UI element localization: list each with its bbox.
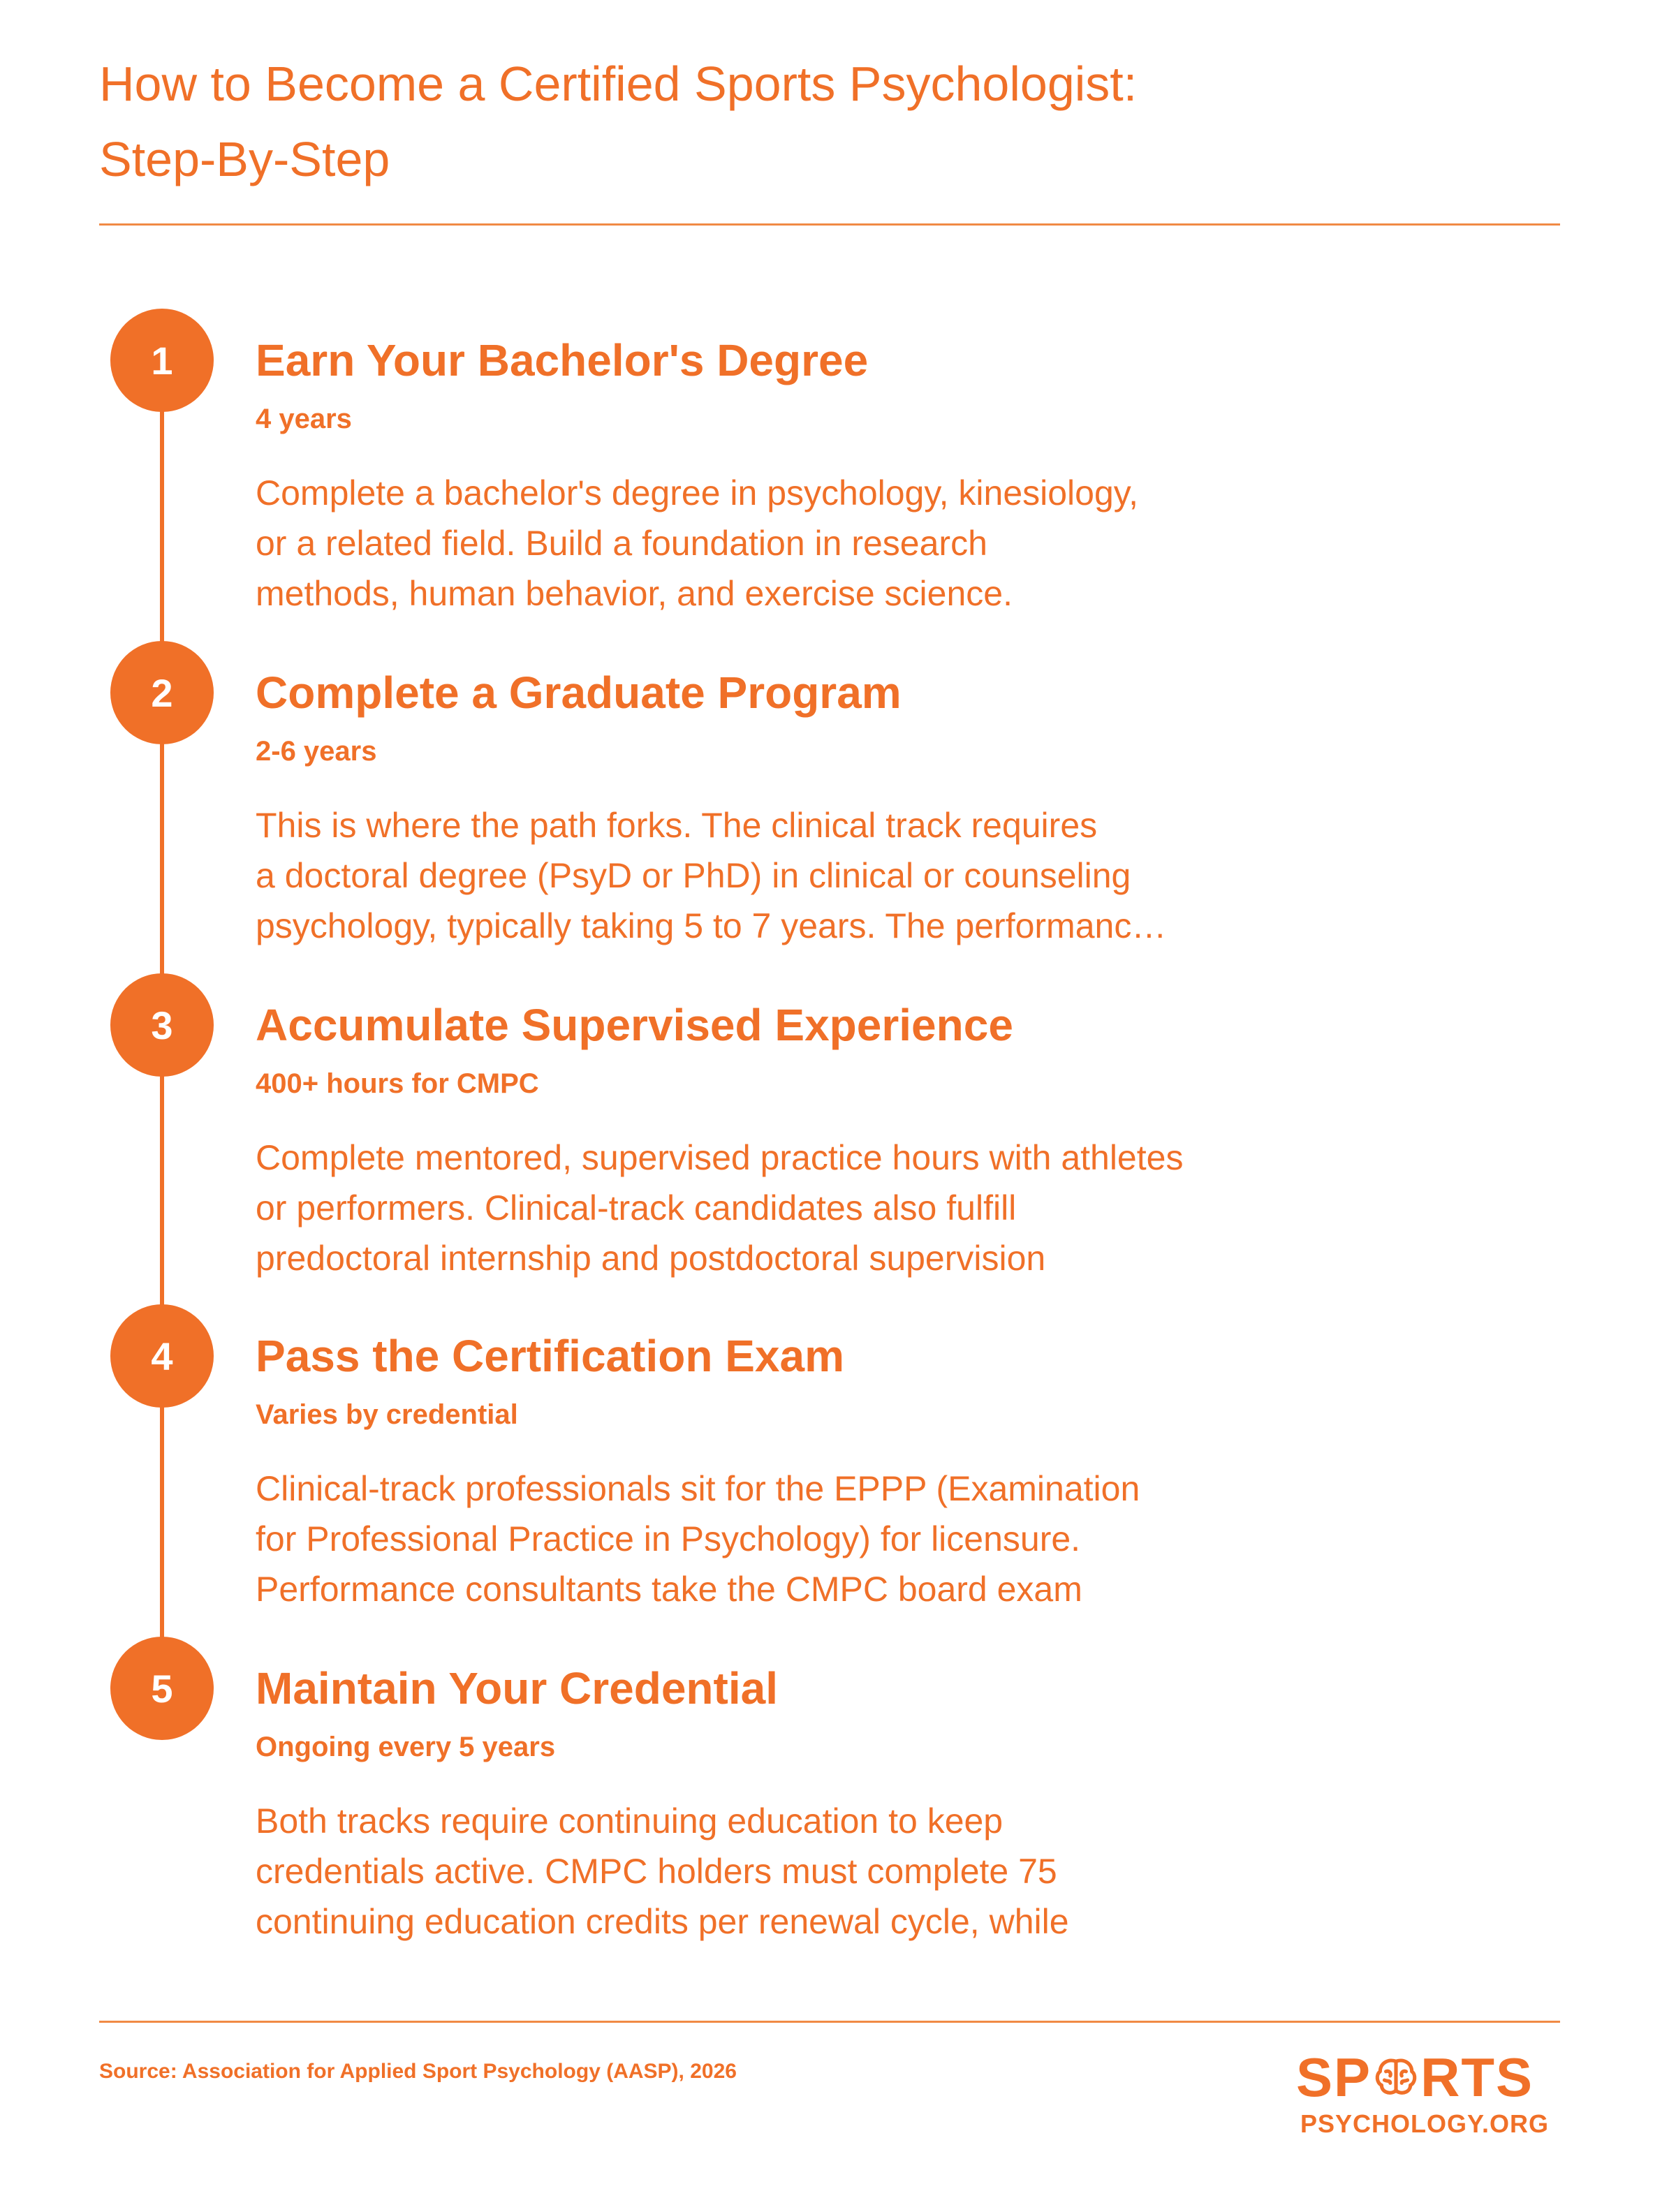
step-3-description: Complete mentored, supervised practice hours with athletes or performers. Clinical-track candidates also fulfill predoctoral internship and postdoctoral supervision (256, 1138, 1184, 1278)
step-3-number-badge: 3 (110, 973, 214, 1077)
page-title-line-2: Step-By-Step (99, 132, 390, 186)
step-2-duration: 2-6 years (256, 736, 377, 767)
brain-icon (1373, 2054, 1419, 2100)
step-4-number-badge: 4 (110, 1304, 214, 1408)
step-5-duration: Ongoing every 5 years (256, 1732, 556, 1762)
step-2-number-badge: 2 (110, 641, 214, 744)
step-3-title: Accumulate Supervised Experience (256, 1000, 1013, 1050)
site-logo (1296, 2047, 1548, 2152)
logo-wordmark (1296, 2047, 1534, 2107)
step-1-description: Complete a bachelor's degree in psychology, kinesiology, or a related field. Build a foundation in research methods, human behavior, and exercise science. (256, 473, 1138, 613)
step-5-number-badge: 5 (110, 1637, 214, 1740)
step-4-title: Pass the Certification Exam (256, 1331, 844, 1381)
step-1-number-badge: 1 (110, 309, 214, 412)
logo-text-end: RTS (1420, 2047, 1534, 2108)
logo-tagline: PSYCHOLOGY.ORG (1300, 2109, 1550, 2138)
logo-text-start: SP (1296, 2047, 1372, 2108)
top-divider (99, 223, 1560, 226)
page-title (99, 46, 1566, 197)
step-5-title: Maintain Your Credential (256, 1663, 778, 1713)
step-1-duration: 4 years (256, 404, 352, 434)
bottom-divider (99, 2021, 1560, 2023)
step-3-duration: 400+ hours for CMPC (256, 1068, 539, 1099)
step-4-duration: Varies by credential (256, 1399, 518, 1430)
step-4-description: Clinical-track professionals sit for the EPPP (Examination for Professional Practice in Psychology) for licensure. Performance consultants take the CMPC board exam (256, 1469, 1140, 1609)
source-citation: Source: Association for Applied Sport Psychology (AASP), 2026 (99, 2060, 737, 2083)
step-5-description: Both tracks require continuing education to keep credentials active. CMPC holders must complete 75 continuing education credits per renewal cycle, while (256, 1801, 1069, 1941)
step-2-title: Complete a Graduate Program (256, 668, 902, 718)
step-1-title: Earn Your Bachelor's Degree (256, 335, 869, 385)
step-2-description: This is where the path forks. The clinical track requires a doctoral degree (PsyD or PhD) in clinical or counseling psychology, typically taking 5 to 7 years. The performanc… (256, 806, 1167, 945)
page-title-line-1: How to Become a Certified Sports Psychologist: (99, 57, 1138, 111)
